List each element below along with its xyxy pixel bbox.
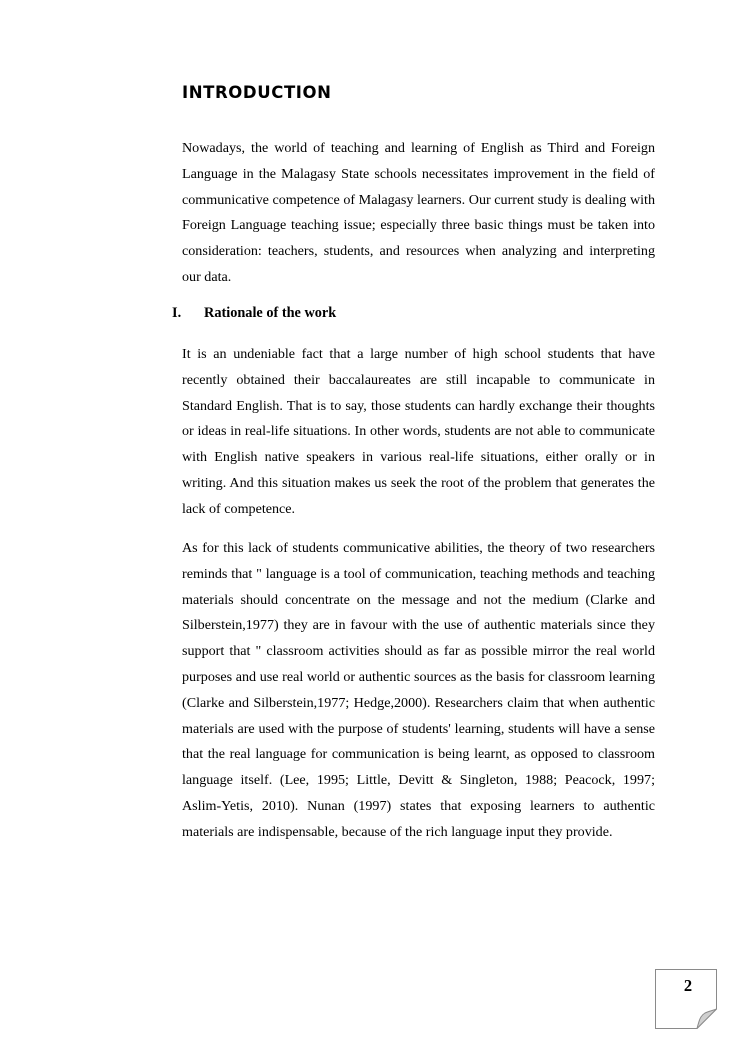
body-paragraph: As for this lack of students communicative abilities, the theory of two researchers reminds that " language is a tool of communication, teaching methods and teaching materials should concentrate on the message and not the medium (Clarke and Silberstein,1977) they are in favour with the use of authentic materials since they support that " classroom activities should as far as possible mirror the real world purposes and use real world or authentic sources as the basis for classroom learning (Clarke and Silberstein,1977; Hedge,2000). Researchers claim that when authentic materials are used with the purpose of students' learning, students will have a sense that the real language for communication is being learnt, as opposed to classroom language itself. (Lee, 1995; Little, Devitt & Singleton, 1988; Peacock, 1997; Aslim-Yetis, 2010). Nunan (1997) states that exposing learners to authentic materials are indispensable, because of the rich language input they provide.	[182, 540, 655, 840]
section-number: I.	[172, 305, 182, 321]
page-number-box	[655, 969, 717, 1029]
page-title: INTRODUCTION	[182, 83, 332, 102]
intro-paragraph: Nowadays, the world of teaching and learning of English as Third and Foreign Language in the Malagasy State schools necessitates improvement in the field of communicative competence of Malagasy learners. Our current study is dealing with Foreign Language teaching issue; especially three basic things must be taken into consideration: teachers, students, and resources when analyzing and interpreting our data.	[182, 140, 655, 285]
body-paragraph: It is an undeniable fact that a large number of high school students that have recently obtained their baccalaureates are still incapable to communicate in Standard English. That is to say, those students can hardly exchange their thoughts or ideas in real-life situations. In other words, students are not able to communicate with English native speakers in various real-life situations, either orally or in writing. And this situation makes us seek the root of the problem that generates the lack of competence.	[182, 346, 655, 517]
page-number: 2	[683, 976, 693, 995]
section-title: Rationale of the work	[204, 305, 337, 321]
section-heading	[172, 305, 336, 322]
